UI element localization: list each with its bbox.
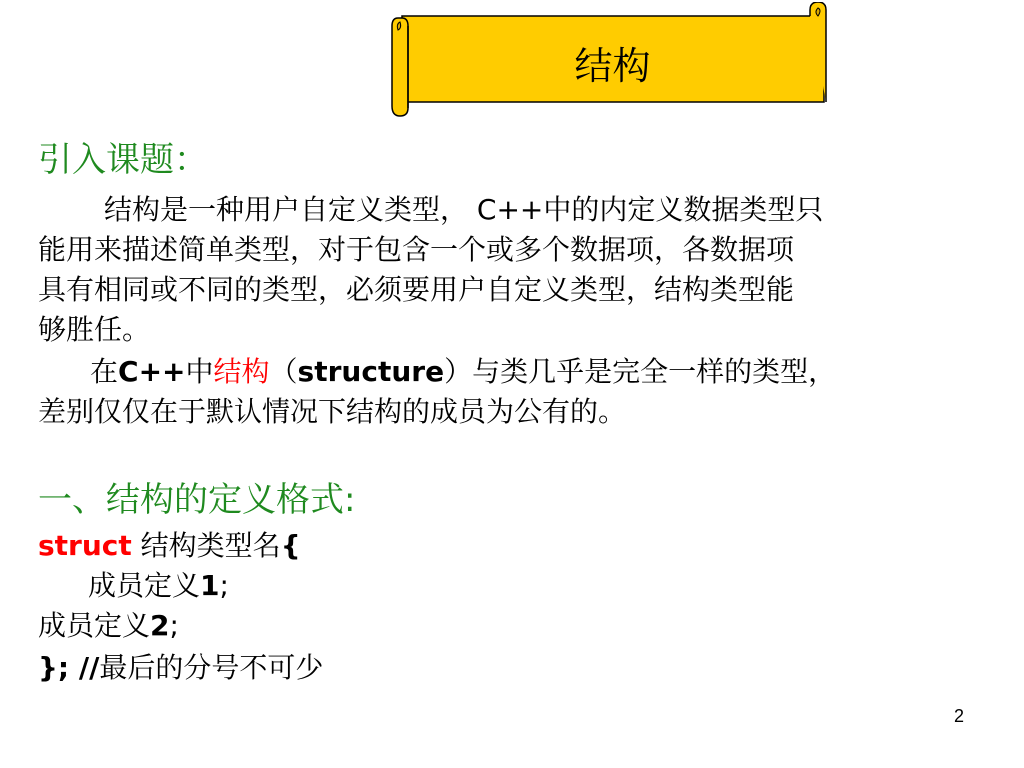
code-comment: 最后的分号不可少	[99, 651, 324, 684]
section-heading-definition-format: 一、结构的定义格式:	[38, 480, 356, 520]
structure-keyword: 结构	[213, 355, 270, 388]
structure-paragraph-line-2: 差别仅仅在于默认情况下结构的成员为公有的。	[38, 395, 627, 428]
text-rest: ）与类几乎是完全一样的类型，	[444, 355, 837, 388]
open-brace: {	[280, 529, 301, 562]
close-brace-comment-marker: }; //	[38, 651, 100, 684]
cpp-term: C++	[118, 355, 186, 388]
paren-open: （	[269, 355, 298, 388]
slide-title: 结构	[574, 43, 651, 88]
code-line-2	[88, 566, 229, 606]
code-line-4	[38, 648, 323, 688]
intro-heading: 引入课题：	[38, 140, 208, 180]
intro-paragraph-line-1: 结构是一种用户自定义类型， C++中的内定义数据类型只	[104, 193, 824, 226]
semicolon: ;	[169, 609, 179, 642]
text-prefix: 在	[90, 355, 119, 388]
structure-paragraph-line-1	[90, 352, 836, 392]
intro-paragraph-line-4: 够胜任。	[38, 313, 151, 346]
code-line-3	[38, 606, 179, 646]
code-line-1	[38, 526, 301, 566]
page-number: 2	[953, 706, 964, 726]
member-definition-text: 成员定义	[38, 609, 151, 642]
struct-type-name: 结构类型名	[131, 529, 281, 562]
intro-paragraph-line-3: 具有相同或不同的类型，必须要用户自定义类型，结构类型能	[38, 273, 795, 306]
member-number: 2	[150, 609, 170, 642]
intro-paragraph-line-2: 能用来描述简单类型，对于包含一个或多个数据项，各数据项	[38, 233, 795, 266]
text-mid: 中	[185, 355, 214, 388]
member-definition-text: 成员定义	[88, 569, 201, 602]
semicolon: ;	[219, 569, 229, 602]
structure-english-term: structure	[297, 355, 445, 388]
member-number: 1	[200, 569, 220, 602]
struct-keyword: struct	[38, 529, 132, 562]
